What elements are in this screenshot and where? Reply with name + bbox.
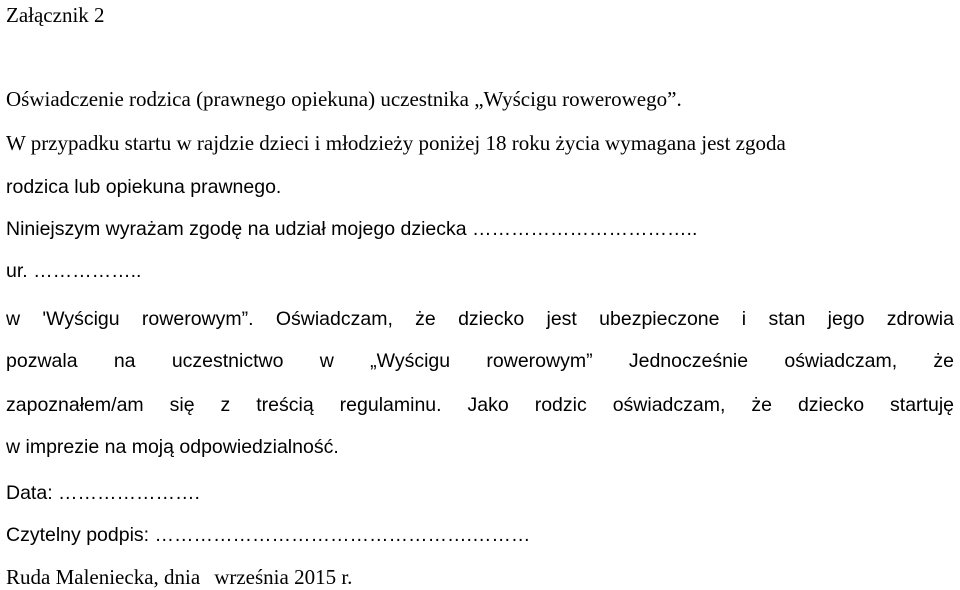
statement-line-4: w imprezie na moją odpowiedzialność.: [6, 436, 339, 458]
statement-line-1: w 'Wyścigu rowerowym”. Oświadczam, że dziecko jest ubezpieczone i stan jego zdrowia: [6, 308, 954, 330]
date-field-line: Data: ………………….: [6, 482, 200, 504]
document-title: Oświadczenie rodzica (prawnego opiekuna) uczestnika „Wyścigu rowerowego”.: [6, 87, 682, 111]
place-date-suffix: września 2015 r.: [214, 565, 353, 589]
place-date-prefix: Ruda Maleniecka, dnia: [6, 565, 201, 589]
place-date-line: [6, 564, 352, 590]
statement-line-3: zapoznałem/am się z treścią regulaminu. Jako rodzic oświadczam, że dziecko startuję: [6, 394, 954, 416]
intro-text-line-2: rodzica lub opiekuna prawnego.: [6, 176, 282, 198]
signature-field-line: Czytelny podpis: ………………………………………….………: [6, 524, 531, 546]
consent-line: Niniejszym wyrażam zgodę na udział mojego dziecka ……………………………..: [6, 218, 698, 240]
birth-date-line: ur. ……………..: [6, 260, 142, 282]
intro-text-line-1: W przypadku startu w rajdzie dzieci i młodzieży poniżej 18 roku życia wymagana jest zgoda: [6, 131, 786, 155]
annex-label: Załącznik 2: [6, 3, 105, 27]
statement-line-2: pozwala na uczestnictwo w „Wyścigu rowerowym” Jednocześnie oświadczam, że: [6, 350, 954, 372]
